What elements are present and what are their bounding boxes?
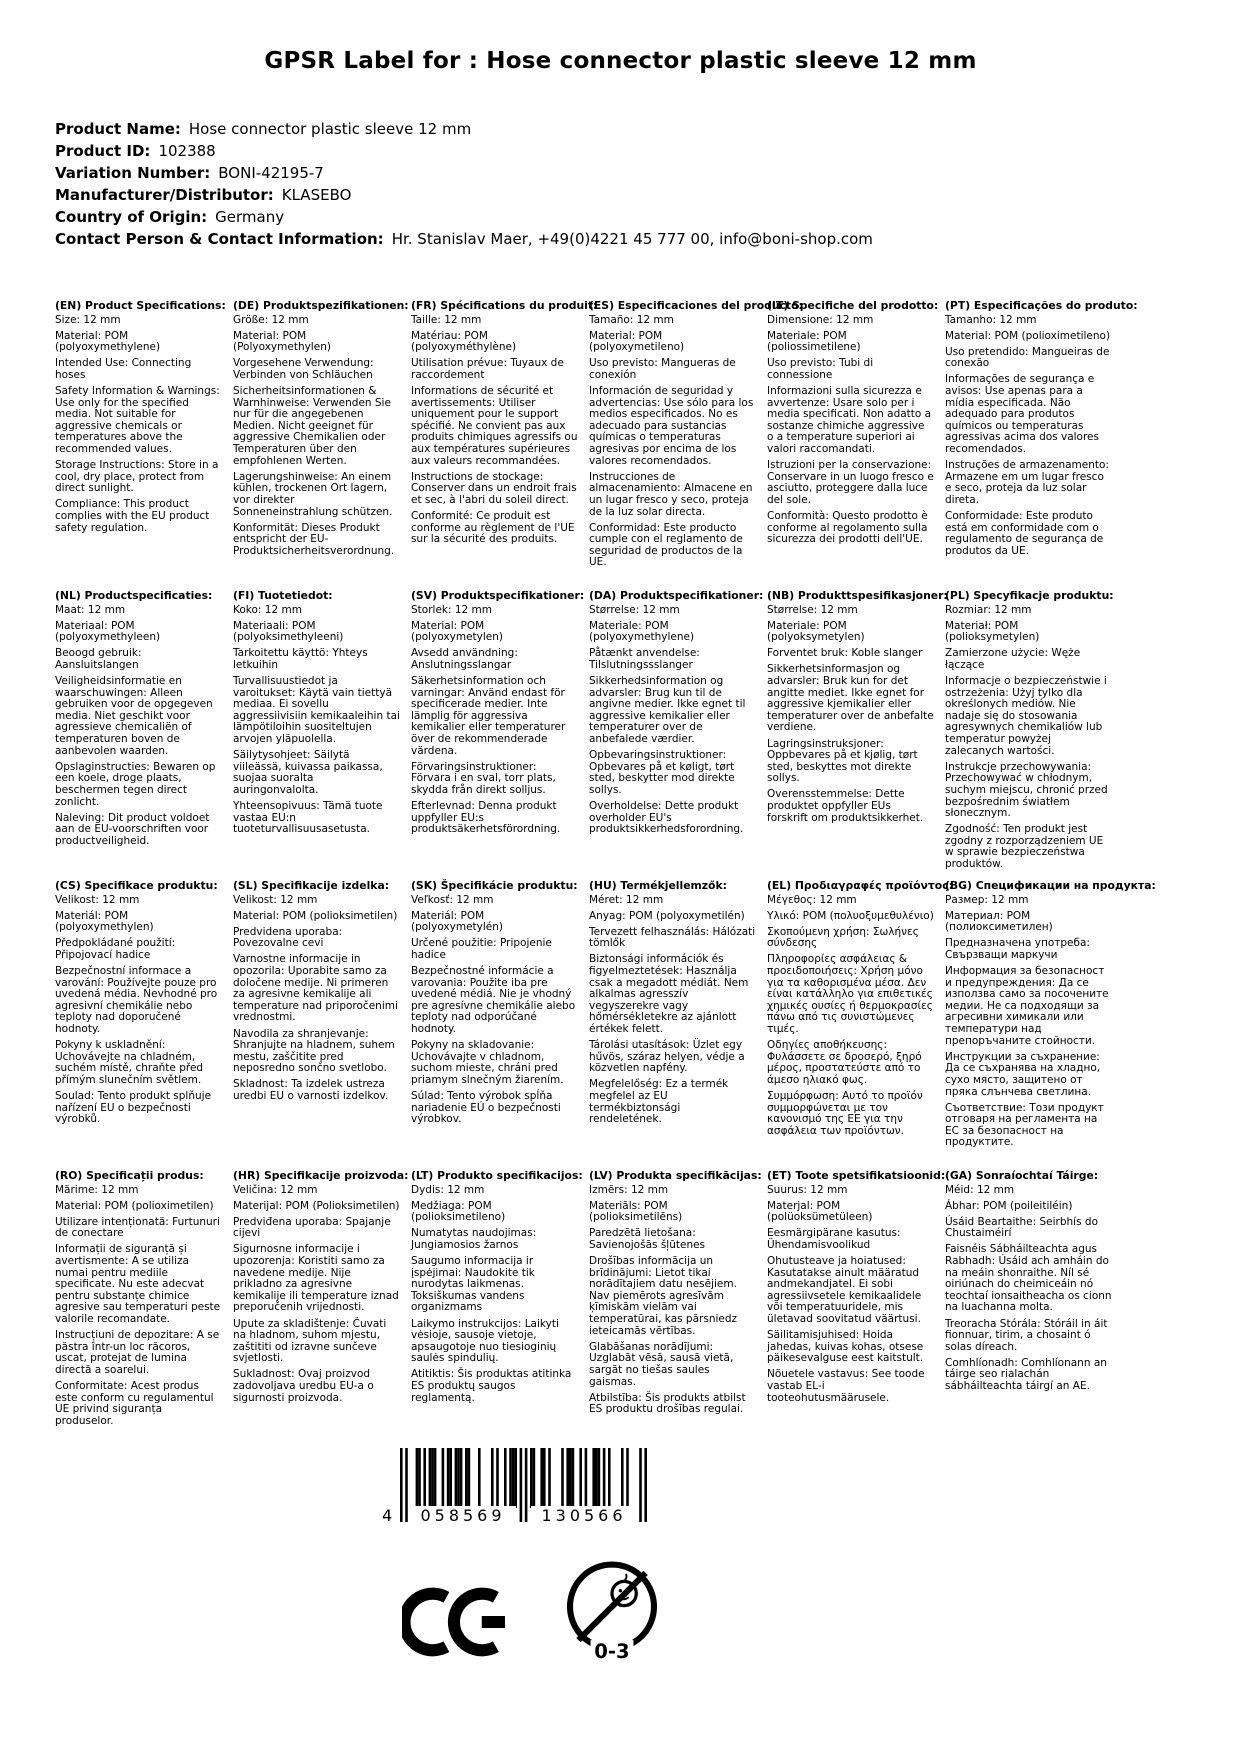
spec-paragraph: Atitiktis: Šis produktas atitinka ES produktų saugos reglamentą.	[411, 1368, 572, 1404]
spec-block-nl	[55, 590, 222, 880]
spec-block-lv	[589, 1169, 762, 1460]
spec-paragraph: Tarkoitettu käyttö: Yhteys letkuihin	[233, 647, 368, 671]
spec-block-fr	[411, 299, 598, 590]
spec-paragraph: Predviđena uporaba: Spajanje cijevi	[233, 1215, 391, 1240]
spec-paragraph: Material: POM (Polyoxymethylen)	[233, 329, 331, 354]
spec-paragraph: Uso pretendido: Mangueiras de conexão	[945, 345, 1110, 370]
spec-grid	[55, 299, 1156, 1460]
product-info-row	[55, 228, 873, 250]
spec-paragraph: Størrelse: 12 mm	[767, 603, 858, 616]
spec-paragraph: Saugumo informacija ir įspėjimai: Naudokite tik nurodytas laikmenas. Toksiškumas vandens organizmams	[411, 1255, 535, 1314]
spec-paragraph: Materiał: POM (polioksymetylen)	[945, 619, 1040, 644]
spec-block-heading: (LV) Produkta specifikācijas:	[589, 1169, 762, 1182]
spec-block-heading: (HR) Specifikacije proizvoda:	[233, 1169, 409, 1182]
barcode-digit-group-1: 058569	[410, 1506, 516, 1525]
spec-paragraph: Información de seguridad y advertencias: Use sólo para los medios especificados. No es adecuado para sustancias químicas o temperaturas agresivas por encima de los valores recomendados.	[589, 385, 754, 467]
spec-block-sv	[411, 589, 585, 880]
spec-block-hr	[233, 1169, 409, 1460]
spec-paragraph: Tamaño: 12 mm	[589, 313, 674, 326]
spec-paragraph: Medžiaga: POM (polioksimetileno)	[411, 1199, 506, 1224]
spec-paragraph: Intended Use: Connecting hoses	[55, 357, 192, 381]
spec-paragraph: Material: POM (polyoxymetileno)	[589, 329, 685, 354]
spec-block-heading: (NL) Productspecificaties:	[55, 589, 213, 602]
spec-paragraph: Izmērs: 12 mm	[589, 1183, 669, 1196]
spec-paragraph: Sukladnost: Ovaj proizvod zadovoljava uredbu EU-a o sigurnosti proizvoda.	[233, 1368, 374, 1404]
product-info-row	[55, 118, 873, 140]
spec-paragraph: Utilizare intenționată: Furtunuri de conectare	[55, 1215, 220, 1240]
spec-paragraph: Uso previsto: Tubi di connessione	[767, 357, 874, 381]
product-info-label: Country of Origin:	[55, 208, 208, 226]
spec-paragraph: Informations de sécurité et avertissements: Utiliser uniquement pour le support spécifié. Ne convient pas aux produits chimiques agressifs ou aux températures supérieures aux valeurs recommandées.	[411, 385, 578, 467]
product-info-value: KLASEBO	[281, 186, 352, 204]
spec-paragraph: Materiale: POM (poliossimetilene)	[767, 329, 861, 354]
spec-paragraph: Veiligheidsinformatie en waarschuwingen: Alleen gebruiken voor de opgegeven media. Niet geschikt voor agressieve chemicaliën of temperaturen boven de aanbevolen waarden.	[55, 675, 213, 757]
spec-paragraph: Instruções de armazenamento: Armazene em um lugar fresco e seco, proteja da luz solar direta.	[945, 459, 1109, 506]
spec-paragraph: Instrucțiuni de depozitare: A se păstra într-un loc răcoros, uscat, protejat de lumina directă a soarelui.	[55, 1329, 220, 1376]
spec-block-heading: (PL) Specyfikacje produktu:	[945, 589, 1114, 602]
spec-paragraph: Materiale: POM (polyoksymetylen)	[767, 619, 865, 644]
spec-paragraph: Storage Instructions: Store in a cool, dry place, protect from direct sunlight.	[55, 459, 219, 495]
spec-paragraph: Paredzētā lietošana: Savienojošās šļūtenes	[589, 1227, 706, 1251]
spec-block-heading: (EN) Product Specifications:	[55, 299, 226, 312]
ce-mark-icon	[402, 1586, 508, 1662]
spec-paragraph: Méret: 12 mm	[589, 893, 664, 906]
spec-block-nb	[767, 589, 948, 880]
spec-paragraph: Materiál: POM (polyoxymethylen)	[55, 909, 154, 934]
spec-paragraph: Materiaal: POM (polyoxymethyleen)	[55, 619, 161, 644]
spec-paragraph: Efterlevnad: Denna produkt uppfyller EU:s produktsäkerhetsförordning.	[411, 800, 561, 836]
spec-paragraph: Material: POM (polyoxymethylene)	[55, 329, 161, 354]
spec-paragraph: Σκοπούμενη χρήση: Σωλήνες σύνδεσης	[767, 925, 919, 950]
spec-paragraph: Soulad: Tento produkt splňuje nařízení EU o bezpečnosti výrobků.	[55, 1090, 212, 1126]
spec-block-heading: (ES) Especificaciones del producto:	[589, 299, 803, 312]
spec-paragraph: Tervezett felhasználás: Hálózati tömlők	[589, 925, 756, 950]
spec-paragraph: Turvallisuustiedot ja varoitukset: Käytä vain tiettyä mediaa. Ei sovellu aggressiivisiin kemikaaleihin tai lämpötiloihin suositeltujen arvojen yläpuolella.	[233, 675, 400, 746]
product-info-value: Hr. Stanislav Maer, +49(0)4221 45 777 00, info@boni-shop.com	[391, 230, 873, 248]
spec-block-et	[767, 1169, 946, 1460]
spec-paragraph: Informações de segurança e avisos: Use apenas para a mídia especificada. Não adequado para produtos químicos ou temperaturas agressivas acima dos valores recomendados.	[945, 373, 1099, 456]
product-info-value: Germany	[215, 208, 285, 226]
spec-paragraph: Opslaginstructies: Bewaren op een koele, droge plaats, beschermen tegen direct zonlicht.	[55, 760, 216, 808]
product-info-label: Contact Person & Contact Information:	[55, 230, 384, 248]
age-warning-0-3-icon	[556, 1556, 668, 1676]
spec-paragraph: Zamierzone użycie: Węże łączące	[945, 647, 1081, 671]
spec-paragraph: Säilitamisjuhised: Hoida jahedas, kuivas kohas, otsese päikesevalguse eest kaitstult.	[767, 1329, 924, 1365]
spec-paragraph: Säilytysohjeet: Säilytä viileässä, kuivassa paikassa, suojaa suoralta auringonvalolta.	[233, 749, 383, 796]
spec-block-en	[55, 299, 226, 590]
spec-paragraph: Dimensione: 12 mm	[767, 313, 874, 326]
spec-paragraph: Instrucciones de almacenamiento: Almacene en un lugar fresco y seco, proteja de la luz solar directa.	[589, 470, 753, 518]
spec-paragraph: Maat: 12 mm	[55, 603, 126, 616]
age-warning-label: 0-3	[594, 1639, 630, 1663]
spec-paragraph: Eesmärgipärane kasutus: Ühendamisvoolikud	[767, 1227, 901, 1251]
spec-paragraph: Méid: 12 mm	[945, 1183, 1015, 1196]
spec-paragraph: Conformité: Ce produit est conforme au règlement de l'UE sur la sécurité des produits.	[411, 510, 575, 546]
spec-paragraph: Material: POM (polioximetileno)	[945, 329, 1111, 342]
spec-paragraph: Varnostne informacije in opozorila: Uporabite samo za določene medije. Ni primeren za agresivne kemikalije ali temperature nad priporočenimi vrednostmi.	[233, 953, 398, 1024]
spec-paragraph: Numatytas naudojimas: Jungiamosios žarnos	[411, 1227, 537, 1251]
spec-paragraph: Předpokládané použití: Připojovací hadice	[55, 937, 176, 961]
spec-paragraph: Sikkerhedsinformation og advarsler: Brug kun til de angivne medier. Ikke egnet til aggressive kemikalier eller temperaturer over de anbefalede værdier.	[589, 675, 746, 746]
spec-paragraph: Предназначена употреба: Свързващи маркучи	[945, 937, 1090, 961]
spec-paragraph: Určené použitie: Pripojenie hadice	[411, 937, 552, 961]
spec-block-hu	[589, 880, 756, 1170]
spec-paragraph: Lagringsinstruksjoner: Oppbevares på et kjølig, tørt sted, beskyttes mot direkte sollys.	[767, 737, 918, 785]
spec-paragraph: Materiaali: POM (polyoksimethyleeni)	[233, 619, 344, 644]
spec-paragraph: Velikost: 12 mm	[55, 893, 140, 906]
spec-paragraph: Drošības informācija un brīdinājumi: Lietot tikai norādītajiem datu nesējiem. Nav piemērots agresīvām ķīmiskām vielām vai temperatūrai, kas pārsniedz ieteicamās vērtības.	[589, 1255, 738, 1337]
spec-paragraph: Megfelelőség: Ez a termék megfelel az EU termékbiztonsági rendeletének.	[589, 1078, 729, 1126]
spec-block-it	[767, 299, 939, 590]
spec-paragraph: Utilisation prévue: Tuyaux de raccordement	[411, 357, 564, 381]
spec-block-heading: (DA) Produktspecifikationer:	[589, 589, 764, 602]
spec-paragraph: Naleving: Dit product voldoet aan de EU-voorschriften voor productveiligheid.	[55, 811, 210, 847]
product-info-value: 102388	[158, 142, 216, 160]
spec-block-sk	[411, 880, 578, 1170]
spec-paragraph: Materjal: POM (polüoksümetüleen)	[767, 1199, 873, 1224]
spec-paragraph: Laikymo instrukcijos: Laikyti vėsioje, sausoje vietoje, apsaugotoje nuo tiesioginių saulės spindulių.	[411, 1317, 559, 1365]
ean-barcode	[382, 1448, 647, 1544]
spec-paragraph: Taille: 12 mm	[411, 313, 482, 326]
spec-paragraph: Beoogd gebruik: Aansluitslangen	[55, 647, 142, 671]
spec-paragraph: Größe: 12 mm	[233, 313, 309, 326]
spec-paragraph: Informații de siguranță și avertismente: A se utiliza numai pentru mediile specificate. Nu este adecvat pentru substanțe chimice agresive sau temperaturi peste valorile recomandate.	[55, 1243, 221, 1326]
spec-block-cs	[55, 880, 222, 1170]
spec-paragraph: Ohutusteave ja hoiatused: Kasutatakse ainult määratud andmekandjatel. Ei sobi agressiivsetele kemikaalidele või temperatuuridele, mis ületavad soovitatud väärtusi.	[767, 1255, 922, 1326]
spec-block-bg	[945, 879, 1156, 1170]
spec-paragraph: Material: POM (polyoxymetylen)	[411, 619, 503, 644]
spec-paragraph: Μέγεθος: 12 mm	[767, 893, 857, 906]
spec-paragraph: Υλικό: POM (πολυοξυμεθυλένιο)	[767, 909, 934, 922]
spec-paragraph: Dydis: 12 mm	[411, 1183, 485, 1196]
spec-paragraph: Istruzioni per la conservazione: Conservare in un luogo fresco e asciutto, proteggere dalla luce del sole.	[767, 459, 934, 506]
product-info-value: BONI-42195-7	[218, 164, 324, 182]
spec-paragraph: Nõuetele vastavus: See toode vastab EL-i tooteohutusmäärusele.	[767, 1368, 925, 1404]
spec-paragraph: Съответствие: Този продукт отговаря на регламента на ЕС за безопасност на продуктите.	[945, 1101, 1104, 1149]
spec-paragraph: Overensstemmelse: Dette produktet oppfyller EUs forskrift om produktsikkerhet.	[767, 788, 924, 824]
spec-block-heading: (CS) Specifikace produktu:	[55, 879, 218, 892]
spec-paragraph: Størrelse: 12 mm	[589, 603, 680, 616]
spec-paragraph: Overholdelse: Dette produkt overholder EU's produktsikkerhedsforordning.	[589, 800, 744, 836]
barcode-digit-group-2: 130566	[531, 1506, 637, 1525]
spec-paragraph: Συμμόρφωση: Αυτό το προϊόν συμμορφώνεται με τον κανονισμό της ΕΕ για την ασφάλεια των προϊόντων.	[767, 1090, 923, 1137]
spec-paragraph: Pokyny na skladovanie: Uchovávajte v chladnom, suchom mieste, chráni pred priamym slnečným žiarením.	[411, 1039, 564, 1086]
spec-paragraph: Pokyny k uskladnění: Uchovávejte na chladném, suchém místě, chraňte před přímým slunečním světlem.	[55, 1039, 204, 1086]
product-info-row	[55, 206, 873, 228]
product-info-label: Product ID:	[55, 142, 151, 160]
product-info-label: Variation Number:	[55, 164, 211, 182]
spec-paragraph: Koko: 12 mm	[233, 603, 302, 616]
spec-block-heading: (SV) Produktspecifikationer:	[411, 589, 585, 602]
spec-paragraph: Glabāšanas norādījumi: Uzglabāt vēsā, sausā vietā, sargāt no tiešas saules gaismas.	[589, 1340, 734, 1388]
barcode-digit-left: 4	[382, 1506, 393, 1525]
spec-block-heading: (HU) Termékjellemzők:	[589, 879, 727, 892]
spec-paragraph: Material: POM (polioksimetilen)	[233, 909, 398, 922]
spec-block-heading: (SK) Špecifikácie produktu:	[411, 879, 578, 892]
spec-block-heading: (ET) Toote spetsifikatsioonid:	[767, 1169, 946, 1182]
spec-paragraph: Ábhar: POM (poileitiléin)	[945, 1199, 1073, 1212]
spec-paragraph: Materijal: POM (Polioksimetilen)	[233, 1199, 400, 1212]
spec-paragraph: Bezpečnostní informace a varování: Používejte pouze pro uvedená média. Nevhodné pro agresivní chemikálie nebo teploty nad doporučené hodnoty.	[55, 965, 218, 1036]
spec-paragraph: Tamanho: 12 mm	[945, 313, 1037, 326]
spec-paragraph: Veličina: 12 mm	[233, 1183, 318, 1196]
product-info-value: Hose connector plastic sleeve 12 mm	[188, 120, 472, 138]
spec-paragraph: Comhlíonadh: Comhlíonann an táirge seo rialachán sábháilteachta táirgí an AE.	[945, 1356, 1107, 1392]
spec-paragraph: Sicherheitsinformationen & Warnhinweise: Verwenden Sie nur für die angegebenen Medien. Nicht geeignet für aggressive Chemikalien oder Temperaturen über den empfohlenen Werten.	[233, 385, 391, 467]
spec-paragraph: Avsedd användning: Anslutningsslangar	[411, 647, 518, 671]
spec-block-lt	[411, 1169, 583, 1460]
spec-paragraph: Sikkerhetsinformasjon og advarsler: Bruk kun for det angitte mediet. Ikke egnet for aggressive kjemikalier eller temperaturer over de anbefalte verdiene.	[767, 663, 934, 734]
spec-paragraph: Anyag: POM (polyoxymetilén)	[589, 909, 745, 922]
spec-block-heading: (FR) Spécifications du produit:	[411, 299, 598, 312]
spec-paragraph: Πληροφορίες ασφάλειας & προειδοποιήσεις: Χρήση μόνο για τα καθορισμένα μέσα. Δεν είναι κατάλληλο για επιθετικές χημικές ουσίες ή θερμοκρασίες πάνω από τις συνιστώμενες τιμές.	[767, 953, 933, 1036]
spec-paragraph: Forventet bruk: Koble slanger	[767, 647, 923, 660]
spec-block-el	[767, 879, 953, 1170]
spec-paragraph: Uso previsto: Mangueras de conexión	[589, 357, 736, 381]
spec-paragraph: Faisnéis Sábháilteachta agus Rabhadh: Úsáid ach amháin do na meáin shonraithe. Níl sé oiriúnach do cheimiceáin nó teochtaí ionsaitheacha os cionn na luachanna molta.	[945, 1243, 1112, 1314]
spec-paragraph: Veľkosť: 12 mm	[411, 893, 494, 906]
spec-paragraph: Инструкции за съхранение: Да се съхранява на хладно, сухо място, защитено от пряка слънчева светлина.	[945, 1050, 1101, 1098]
product-info-row	[55, 184, 873, 206]
spec-paragraph: Οδηγίες αποθήκευσης: Φυλάσσετε σε δροσερό, ξηρό μέρος, προστατεύστε από το άμεσο ηλιακό φως.	[767, 1039, 922, 1086]
spec-block-es	[589, 299, 803, 590]
spec-paragraph: Instructions de stockage: Conserver dans un endroit frais et sec, à l'abri du soleil direct.	[411, 470, 577, 506]
spec-paragraph: Úsáid Beartaithe: Seirbhís do Chustaiméirí	[945, 1215, 1098, 1240]
spec-block-pl	[945, 590, 1112, 880]
spec-paragraph: Mărime: 12 mm	[55, 1183, 139, 1196]
spec-paragraph: Informazioni sulla sicurezza e avvertenze: Usare solo per i media specificati. Non adatto a sostanze chimiche aggressive o a temperature superiori ai valori raccomandati.	[767, 385, 932, 456]
spec-paragraph: Súlad: Tento výrobok spĺňa nariadenie EÚ o bezpečnosti výrobkov.	[411, 1090, 561, 1126]
spec-paragraph: Matériau: POM (polyoxyméthylène)	[411, 329, 517, 354]
spec-paragraph: Treoracha Stórála: Stóráil in áit fionnuar, tirim, a chosaint ó solas díreach.	[945, 1317, 1108, 1353]
spec-paragraph: Conformidad: Este producto cumple con el reglamento de seguridad de productos de la UE.	[589, 521, 743, 569]
product-info-row	[55, 162, 873, 184]
spec-paragraph: Tárolási utasítások: Üzlet egy hűvös, száraz helyen, védje a közvetlen napfény.	[589, 1039, 745, 1075]
spec-block-heading: (BG) Спецификации на продукта:	[945, 879, 1156, 892]
spec-block-heading: (NB) Produkttspesifikasjoner:	[767, 589, 948, 602]
spec-paragraph: Размер: 12 mm	[945, 893, 1029, 906]
spec-block-heading: (FI) Tuotetiedot:	[233, 589, 333, 602]
spec-paragraph: Informacje o bezpieczeństwie i ostrzeżenia: Użyj tylko dla określonych mediów. Nie nadaje się do stosowania agresywnych chemikaliów lub temperatur powyżej zalecanych wartości.	[945, 675, 1107, 757]
spec-paragraph: Sigurnosne informacije i upozorenja: Koristiti samo za navedene medije. Nije prikladno za agresivne kemikalije ili temperature iznad preporučenih vrijednosti.	[233, 1243, 399, 1314]
spec-block-heading: (RO) Specificații produs:	[55, 1169, 204, 1182]
page-title: GPSR Label for : Hose connector plastic sleeve 12 mm	[264, 48, 977, 74]
spec-paragraph: Navodila za shranjevanje: Shranjujte na hladnem, suhem mestu, zaščitite pred neposredno sončno svetlobo.	[233, 1027, 395, 1075]
spec-paragraph: Biztonsági információk és figyelmeztetések: Használja csak a megadott médiát. Nem alkalmas agresszív vegyszerekre vagy hőmérsékletekre az ajánlott értékek felett.	[589, 953, 749, 1036]
spec-paragraph: Zgodność: Ten produkt jest zgodny z rozporządzeniem UE w sprawie bezpieczeństwa produktów.	[945, 823, 1104, 870]
spec-paragraph: Conformitate: Acest produs este conform cu regulamentul UE privind siguranța produselor.	[55, 1380, 214, 1427]
spec-paragraph: Yhteensopivuus: Tämä tuote vastaa EU:n tuoteturvallisuusasetusta.	[233, 800, 383, 836]
spec-block-ro	[55, 1170, 222, 1460]
spec-paragraph: Storlek: 12 mm	[411, 603, 493, 616]
spec-paragraph: Säkerhetsinformation och varningar: Använd endast för specificerade medier. Inte lämplig för aggressiva kemikalier eller temperaturer över de rekommenderade värdena.	[411, 675, 566, 757]
product-info	[55, 118, 873, 250]
spec-paragraph: Skladnost: Ta izdelek ustreza uredbi EU o varnosti izdelkov.	[233, 1078, 389, 1102]
product-info-row	[55, 140, 873, 162]
spec-block-de	[233, 299, 409, 590]
spec-paragraph: Size: 12 mm	[55, 313, 121, 326]
spec-block-heading: (SL) Specifikacije izdelka:	[233, 879, 390, 892]
spec-paragraph: Материал: POM (полиоксиметилен)	[945, 909, 1053, 934]
spec-paragraph: Conformidade: Este produto está em conformidade com o regulamento de segurança de produtos da UE.	[945, 510, 1104, 557]
spec-paragraph: Predvidena uporaba: Povezovalne cevi	[233, 925, 343, 950]
spec-paragraph: Material: POM (polioximetilen)	[55, 1199, 214, 1212]
spec-paragraph: Bezpečnostné informácie a varovania: Použite iba pre uvedené médiá. Nie je vhodný pre agresívne chemikálie alebo teploty nad odporúčané hodnoty.	[411, 965, 576, 1036]
spec-paragraph: Konformität: Dieses Produkt entspricht der EU-Produktsicherheitsverordnung.	[233, 521, 395, 557]
spec-block-heading: (EL) Προδιαγραφές προϊόντος:	[767, 879, 953, 892]
spec-paragraph: Instrukcje przechowywania: Przechowywać w chłodnym, suchym miejscu, chronić przed bezpośrednim światłem słonecznym.	[945, 760, 1108, 820]
spec-paragraph: Conformità: Questo prodotto è conforme al regolamento sulla sicurezza dei prodotti dell'UE.	[767, 510, 928, 546]
spec-block-fi	[233, 590, 400, 880]
spec-paragraph: Atbilstība: Šis produkts atbilst ES produktu drošības regulai.	[589, 1391, 746, 1416]
spec-paragraph: Safety Information & Warnings: Use only for the specified media. Not suitable for aggressive chemicals or temperatures above the recommended values.	[55, 385, 220, 456]
spec-paragraph: Upute za skladištenje: Čuvati na hladnom, suhom mjestu, zaštititi od izravne sunčeve svjetlosti.	[233, 1317, 387, 1365]
spec-block-heading: (PT) Especificações do produto:	[945, 299, 1138, 312]
spec-block-da	[589, 589, 764, 880]
product-info-label: Manufacturer/Distributor:	[55, 186, 274, 204]
spec-paragraph: Materiāls: POM (polioksimetilēns)	[589, 1199, 683, 1224]
spec-paragraph: Materiale: POM (polyoxymethylene)	[589, 619, 695, 644]
spec-block-pt	[945, 299, 1138, 590]
spec-paragraph: Compliance: This product complies with the EU product safety regulation.	[55, 498, 210, 534]
spec-block-sl	[233, 880, 400, 1170]
spec-paragraph: Materiál: POM (polyoxymetylén)	[411, 909, 503, 934]
product-info-label: Product Name:	[55, 120, 181, 138]
spec-paragraph: Påtænkt anvendelse: Tilslutningssslanger	[589, 647, 700, 671]
spec-paragraph: Förvaringsinstruktioner: Förvara i en sval, torr plats, skydda från direkt solljus.	[411, 760, 556, 796]
spec-paragraph: Suurus: 12 mm	[767, 1183, 848, 1196]
spec-paragraph: Rozmiar: 12 mm	[945, 603, 1032, 616]
spec-paragraph: Информация за безопасност и предупреждения: Да се използва само за посочените медии. Не са подходящи за агресивни химикали или температури над препоръчаните стойности.	[945, 965, 1109, 1047]
spec-paragraph: Velikost: 12 mm	[233, 893, 318, 906]
spec-block-ga	[945, 1170, 1112, 1460]
spec-block-heading: (LT) Produkto specifikacijos:	[411, 1169, 583, 1182]
spec-block-heading: (DE) Produktspezifikationen:	[233, 299, 409, 312]
spec-paragraph: Opbevaringsinstruktioner: Opbevares på et køligt, tørt sted, beskytter mod direkte sollys.	[589, 749, 735, 796]
spec-block-heading: (GA) Sonraíochtaí Táirge:	[945, 1169, 1099, 1182]
spec-paragraph: Lagerungshinweise: An einem kühlen, trockenen Ort lagern, vor direkter Sonneneinstrahlung schützen.	[233, 470, 393, 518]
spec-block-heading: (IT) Specifiche del prodotto:	[767, 299, 939, 312]
spec-paragraph: Vorgesehene Verwendung: Verbinden von Schläuchen	[233, 357, 374, 381]
